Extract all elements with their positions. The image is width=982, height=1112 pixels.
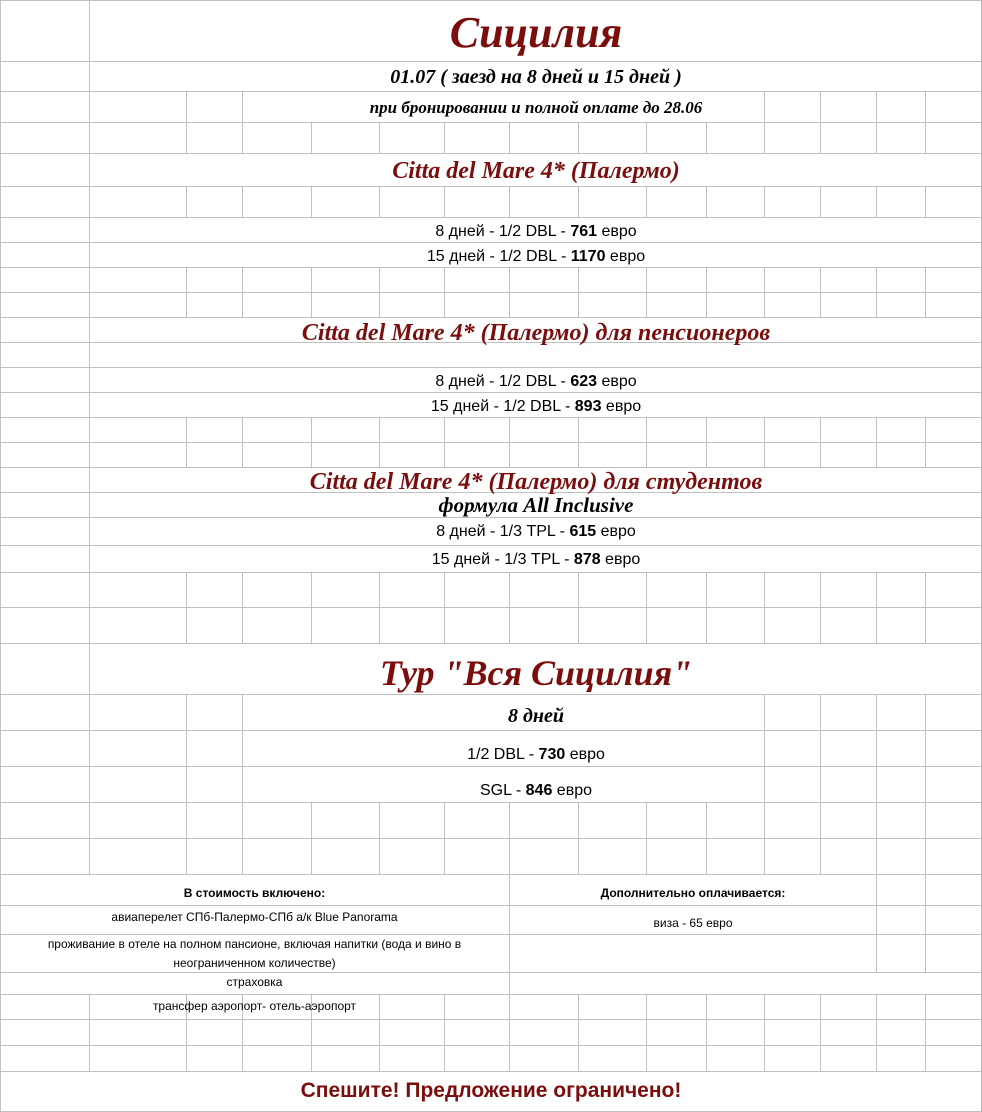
price-value: 893 [574, 398, 602, 415]
price-line: 15 дней - 1/2 DBL - 893 евро [430, 398, 642, 415]
arrival-info: 01.07 ( заезд на 8 дней и 15 дней ) [390, 66, 682, 88]
tour-title: Тур "Вся Сицилия" [379, 653, 693, 693]
price-line: 15 дней - 1/2 DBL - 1170 евро [426, 248, 646, 265]
price-value: 878 [573, 551, 601, 568]
price-line: 8 дней - 1/3 TPL - 615 евро [436, 523, 636, 540]
price-value: 623 [570, 373, 598, 390]
hotel-heading: Citta del Mare 4* (Палермо) для пенсионеров [301, 320, 771, 346]
price-line: 8 дней - 1/2 DBL - 623 евро [435, 373, 637, 390]
tour-duration: 8 дней [507, 705, 565, 727]
included-item: проживание в отеле на полном пансионе, включая напитки (вода и вино в неограниченном количестве) [47, 937, 462, 970]
price-line: 1/2 DBL - 730 евро [467, 746, 605, 763]
footer-call-to-action: Спешите! Предложение ограничено! [300, 1079, 682, 1102]
included-item: авиаперелет СПб-Палермо-СПб а/к Blue Panorama [111, 910, 398, 924]
price-line: 15 дней - 1/3 TPL - 878 евро [431, 551, 641, 568]
page-title: Сицилия [449, 8, 623, 57]
price-value: 730 [538, 746, 566, 763]
price-line: 8 дней - 1/2 DBL - 761 евро [435, 223, 637, 240]
hotel-heading: Citta del Mare 4* (Палермо) для студентов [309, 469, 763, 495]
extra-header: Дополнительно оплачивается: [600, 886, 786, 900]
booking-note: при бронировании и полной оплате до 28.06 [369, 98, 703, 117]
price-value: 615 [569, 523, 597, 540]
hotel-heading: Citta del Mare 4* (Палермо) [392, 158, 680, 184]
included-item: трансфер аэропорт- отель-аэропорт [152, 999, 357, 1013]
price-line: SGL - 846 евро [480, 782, 592, 799]
board-type: формула All Inclusive [438, 493, 634, 517]
extra-item: виза - 65 евро [653, 916, 733, 930]
price-value: 761 [570, 223, 598, 240]
included-item: страховка [226, 975, 283, 989]
price-value: 846 [525, 782, 553, 799]
price-value: 1170 [570, 248, 606, 265]
included-header: В стоимость включено: [183, 886, 326, 900]
